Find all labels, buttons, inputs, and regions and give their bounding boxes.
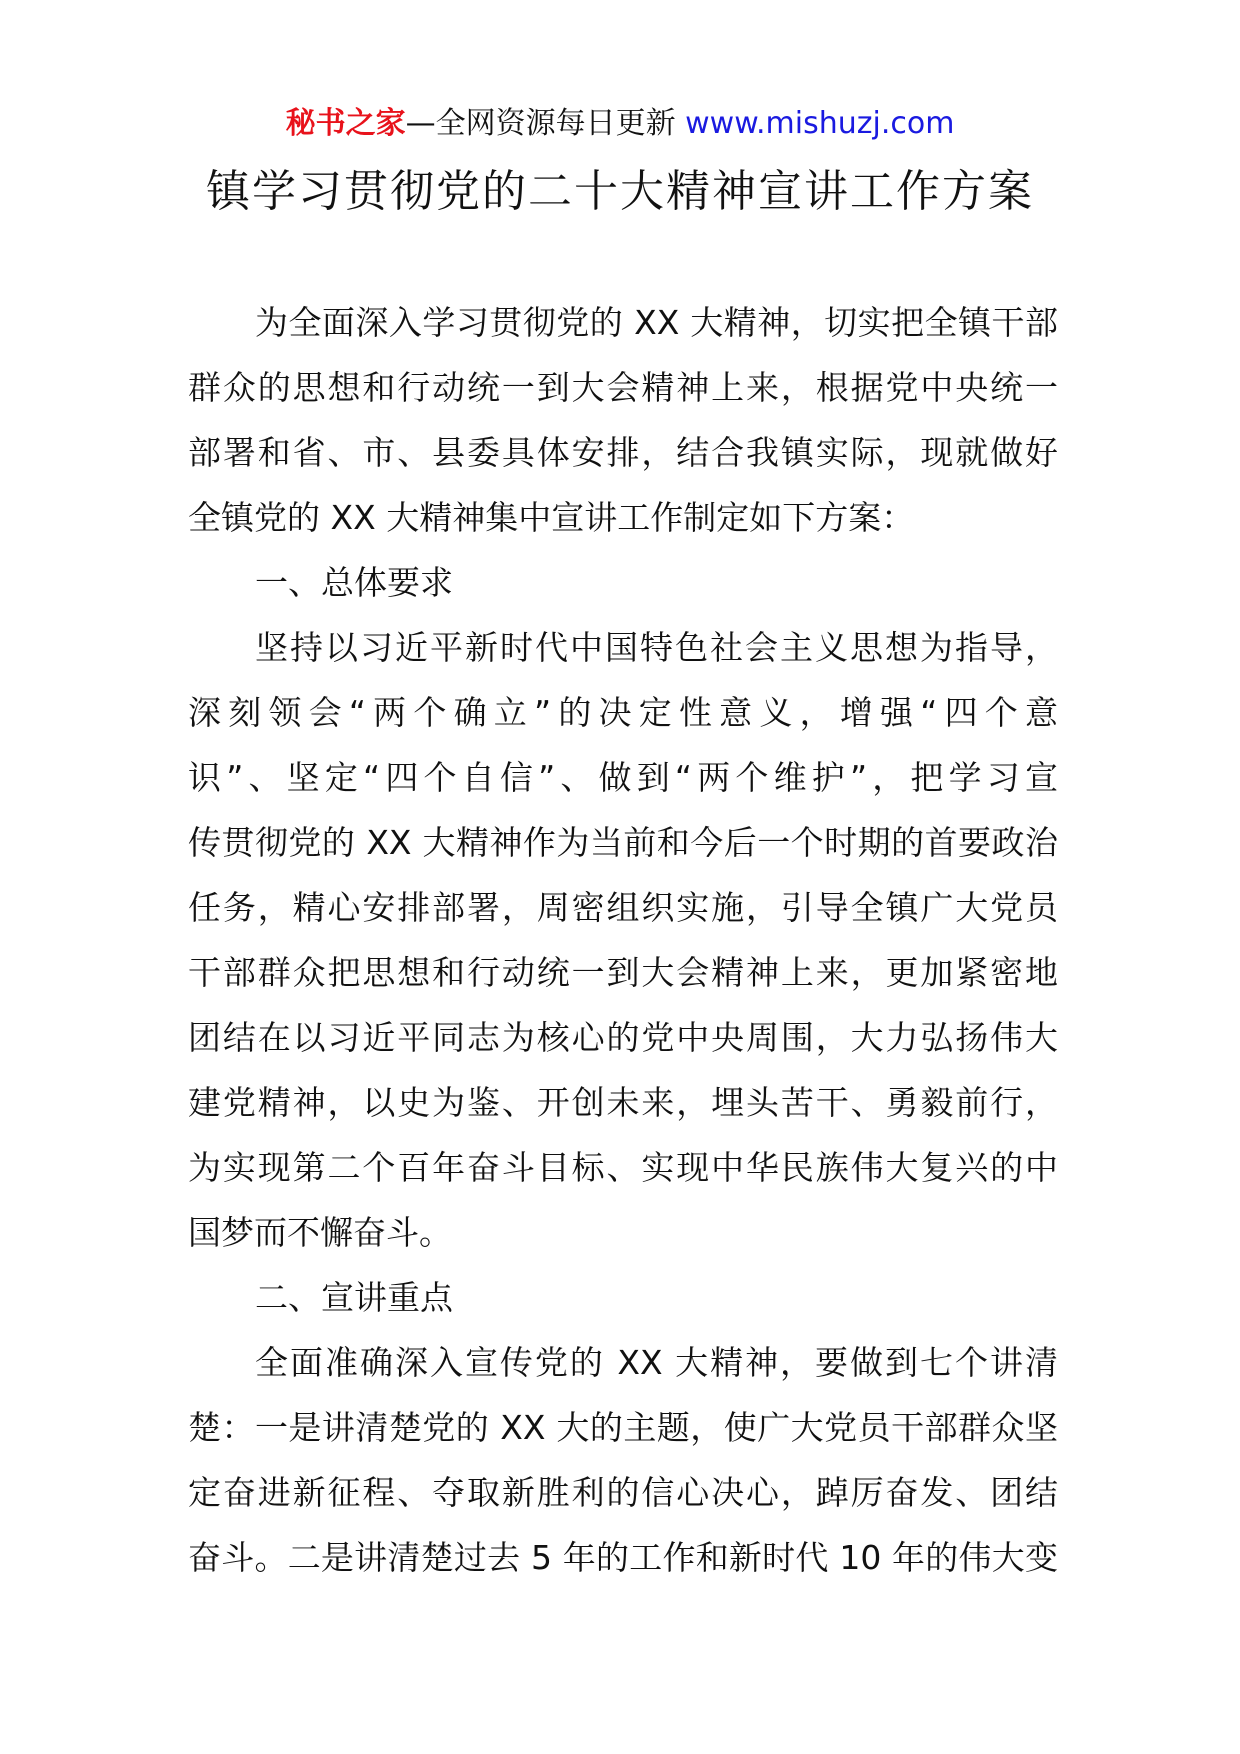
paragraph-line: 定奋进新征程、夺取新胜利的信心决心，踔厉奋发、团结 <box>188 1473 1058 1512</box>
paragraph-line: 为实现第二个百年奋斗目标、实现中华民族伟大复兴的中 <box>188 1148 1058 1187</box>
paragraph-line: 全镇党的 XX 大精神集中宣讲工作制定如下方案： <box>188 498 915 537</box>
website-link[interactable]: www.mishuzj.com <box>685 106 955 141</box>
document-body <box>188 290 1058 1590</box>
brand-name: 秘书之家 <box>285 106 406 141</box>
paragraph-line: 任务，精心安排部署，周密组织实施，引导全镇广大党员 <box>188 888 1058 927</box>
section-heading: 二、宣讲重点 <box>255 1278 453 1317</box>
paragraph-line: 楚：一是讲清楚党的 XX 大的主题，使广大党员干部群众坚 <box>188 1408 1058 1447</box>
paragraph-line: 群众的思想和行动统一到大会精神上来，根据党中央统一 <box>188 368 1058 407</box>
paragraph-line: 建党精神，以史为鉴、开创未来，埋头苦干、勇毅前行， <box>188 1083 1058 1122</box>
paragraph-line: 团结在以习近平同志为核心的党中央周围，大力弘扬伟大 <box>188 1018 1058 1057</box>
paragraph-line: 部署和省、市、县委具体安排，结合我镇实际，现就做好 <box>188 433 1058 472</box>
paragraph-line: 传贯彻党的 XX 大精神作为当前和今后一个时期的首要政治 <box>188 823 1058 862</box>
paragraph-line: 坚持以习近平新时代中国特色社会主义思想为指导， <box>255 628 1058 667</box>
paragraph-line: 国梦而不懈奋斗。 <box>188 1213 452 1252</box>
site-header <box>0 104 1240 144</box>
section-heading: 一、总体要求 <box>255 563 453 602</box>
paragraph-line: 深刻领会“两个确立”的决定性意义，增强“四个意 <box>188 693 1058 732</box>
document-title: 镇学习贯彻党的二十大精神宣讲工作方案 <box>206 166 1034 217</box>
paragraph-line: 全面准确深入宣传党的 XX 大精神，要做到七个讲清 <box>255 1343 1058 1382</box>
paragraph-line: 奋斗。二是讲清楚过去 5 年的工作和新时代 10 年的伟大变 <box>188 1538 1058 1577</box>
paragraph-line: 为全面深入学习贯彻党的 XX 大精神，切实把全镇干部 <box>255 303 1058 342</box>
header-tagline: —全网资源每日更新 <box>405 106 676 141</box>
paragraph-line: 识”、坚定“四个自信”、做到“两个维护”，把学习宣 <box>188 758 1058 797</box>
paragraph-line: 干部群众把思想和行动统一到大会精神上来，更加紧密地 <box>188 953 1058 992</box>
